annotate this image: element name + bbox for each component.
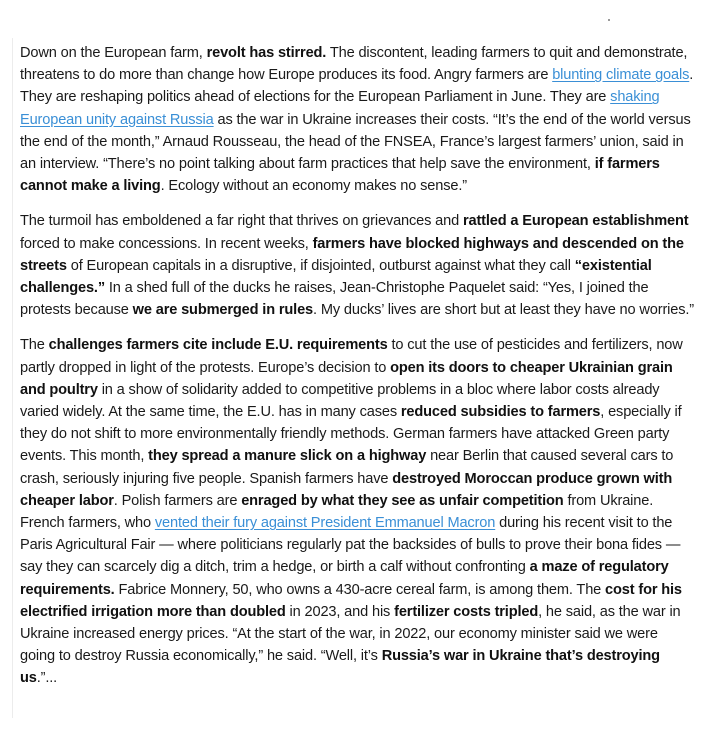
emphasis-text: they spread a manure slick on a highway xyxy=(148,448,427,465)
body-text: The discontent, leading farmers to quit and demonstrate, threatens to do more than change how Europe produces its food. Angry farmers are xyxy=(20,45,688,84)
article-body xyxy=(20,42,696,703)
emphasis-text: reduced subsidies to farmers xyxy=(400,404,601,421)
scan-speck xyxy=(608,19,610,21)
emphasis-text: fertilizer costs tripled xyxy=(394,603,539,620)
emphasis-text: a maze of regulatory requirements. xyxy=(20,559,669,598)
emphasis-text: rattled a European establishment xyxy=(462,213,689,230)
emphasis-text: we are submerged in rules xyxy=(132,302,314,319)
body-text: as the war in Ukraine increases their costs. “It’s the end of the world versus the end of the month,” Arnaud Rousseau, the head of the FNSEA, France’s largest farmers’ union, said in an interview. “There’s no point talking about farm practices that help save the environment, xyxy=(20,111,691,173)
body-text: In a shed full of the ducks he raises, Jean-Christophe Paquelet said: “Yes, I joined the protests because xyxy=(20,280,649,319)
body-text: in 2023, and his xyxy=(285,603,395,620)
body-text: . They are reshaping politics ahead of elections for the European Parliament in June. They are xyxy=(20,67,694,106)
inline-link[interactable]: vented their fury against President Emmanuel Macron xyxy=(154,515,496,532)
emphasis-text: challenges farmers cite include E.U. requirements xyxy=(48,337,388,354)
article-paragraph xyxy=(20,210,696,321)
emphasis-text: cost for his electrified irrigation more than doubled xyxy=(20,581,682,620)
inline-link[interactable]: shaking European unity against Russia xyxy=(20,89,660,128)
body-text: The turmoil has emboldened a far right that thrives on grievances and xyxy=(20,213,463,230)
emphasis-text: open its doors to cheaper Ukrainian grain and poultry xyxy=(20,359,673,398)
body-text: , he said, as the war in Ukraine increased energy prices. “At the start of the war, in 2022, our economy minister said we were going to destroy Russia economically,” he said. “Well, it’s xyxy=(20,603,681,665)
body-text: The xyxy=(20,337,49,354)
body-text: Fabrice Monnery, 50, who owns a 430-acre cereal farm, is among them. The xyxy=(114,581,606,598)
body-text: , especially if they do not shift to more environmentally friendly methods. German farmers have attacked Green party events. This month, xyxy=(20,404,682,465)
body-text: to cut the use of pesticides and fertilizers, now partly dropped in light of the protests. Europe’s decision to xyxy=(20,337,683,376)
emphasis-text: “existential challenges.” xyxy=(20,257,652,297)
article-paragraph xyxy=(20,334,696,689)
body-text: . My ducks’ lives are short but at least they have no worries.” xyxy=(313,302,694,319)
body-text: .”... xyxy=(36,670,58,687)
body-text: . Ecology without an economy makes no sense.” xyxy=(160,178,467,195)
inline-link[interactable]: blunting climate goals xyxy=(552,67,690,84)
body-text: Down on the European farm, xyxy=(20,45,207,61)
emphasis-text: enraged by what they see as unfair competition xyxy=(241,492,564,509)
article-paragraph xyxy=(20,42,696,197)
body-text: of European capitals in a disruptive, if disjointed, outburst against what they call xyxy=(66,257,575,274)
body-text: . Polish farmers are xyxy=(113,492,242,509)
body-text: near Berlin that caused several cars to crash, seriously injuring five people. Spanish farmers have xyxy=(20,448,674,487)
emphasis-text: revolt has stirred. xyxy=(206,45,327,61)
emphasis-text: destroyed Moroccan produce grown with cheaper labor xyxy=(20,470,673,509)
body-text: from Ukraine. French farmers, who xyxy=(20,492,654,532)
body-text: in a show of solidarity added to competitive problems in a bloc where labor costs already varied widely. At the same time, the E.U. has in many cases xyxy=(20,381,660,421)
emphasis-text: if farmers cannot make a living xyxy=(20,156,660,195)
body-text: during his recent visit to the Paris Agricultural Fair — where politicians regularly pat the backsides of bulls to prove their bona fides — say they can scarcely dig a ditch, trim a hedge, or birth a calf without confronting xyxy=(20,515,681,576)
body-text: forced to make concessions. In recent weeks, xyxy=(20,235,313,252)
emphasis-text: farmers have blocked highways and descended on the streets xyxy=(20,235,684,274)
emphasis-text: Russia’s war in Ukraine that’s destroying us xyxy=(20,648,660,687)
page-edge-line xyxy=(12,38,13,718)
